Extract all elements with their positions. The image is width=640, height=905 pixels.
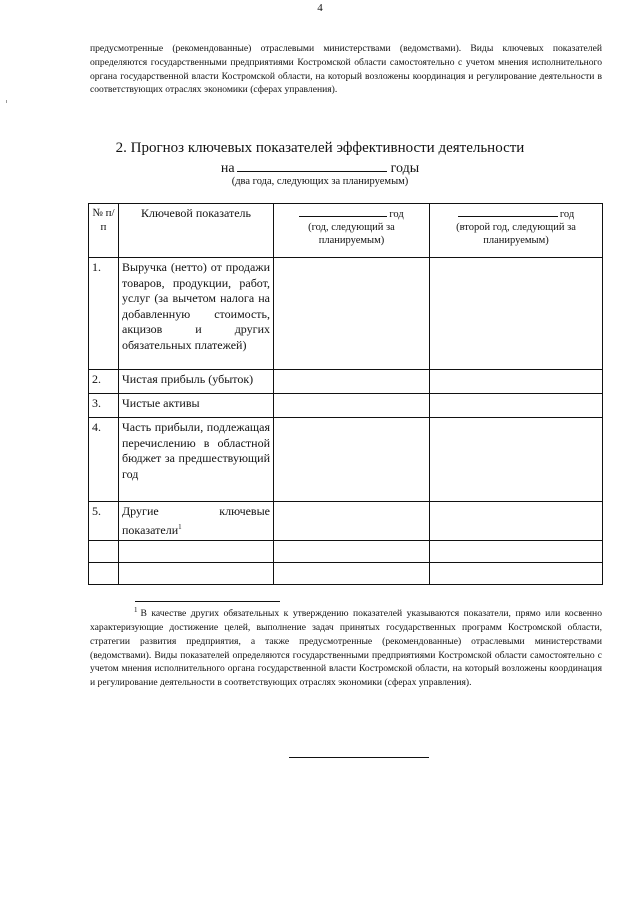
- year1-suffix: год: [389, 209, 404, 220]
- footnote-text: В качестве других обязательных к утверждению показателей указываются показатели, прямо или косвенно характеризующие достижение целей, выполнение задач принятых государственных программ Костромской области, стратегии развития предприятия, а также предусмотренные (рекомендованные) отраслевыми министерствами (ведомствами). Виды показателей определяются государственными предприятиями Костромской области самостоятельно с учетом мнения исполнительного органа государственной власти Костромской области, на который возложены координация и регулирование деятельности в соответствующих отраслях экономики (сферах управления).: [90, 608, 602, 689]
- row-year1-value: [274, 370, 430, 394]
- row-num: 5.: [89, 502, 119, 541]
- year1-blank: [299, 206, 387, 217]
- row-indicator-name: Часть прибыли, подлежащая перечислению в областной бюджет за предшествующий год: [119, 418, 274, 502]
- scan-mark: [6, 100, 7, 103]
- row-year1-value: [274, 394, 430, 418]
- footnote-mark: 1: [134, 606, 138, 614]
- header-year-1: [274, 204, 430, 258]
- table-row: [89, 370, 603, 394]
- row-year2-value: [430, 418, 603, 502]
- signature-line: [289, 757, 429, 758]
- row-num: 1.: [89, 258, 119, 370]
- empty-cell: [119, 563, 274, 585]
- table-row: [89, 258, 603, 370]
- row-indicator-name: Выручка (нетто) от продажи товаров, продукции, работ, услуг (за вычетом налога на добавленную стоимость, акцизов и других обязательных платежей): [119, 258, 274, 370]
- header-year-2: [430, 204, 603, 258]
- year1-note: (год, следующий за планируемым): [308, 222, 395, 246]
- empty-cell: [274, 563, 430, 585]
- row-year1-value: [274, 258, 430, 370]
- empty-cell: [274, 541, 430, 563]
- row-year1-value: [274, 418, 430, 502]
- table-row: [89, 502, 603, 541]
- period-note: (два года, следующих за планируемым): [231, 176, 409, 187]
- year2-suffix: год: [559, 209, 575, 220]
- footnote-separator: [135, 601, 280, 602]
- period-blank: [237, 159, 387, 172]
- row-indicator-name: [119, 502, 274, 541]
- row-num: 2.: [89, 370, 119, 394]
- row-indicator-text: Другие ключевые показатели: [122, 504, 270, 537]
- row-year2-value: [430, 258, 603, 370]
- period-prefix: на: [220, 161, 235, 176]
- empty-cell: [89, 563, 119, 585]
- footnote: [90, 604, 602, 690]
- row-indicator-name: Чистая прибыль (убыток): [119, 370, 274, 394]
- row-year2-value: [430, 394, 603, 418]
- forecast-period-line: [0, 159, 640, 177]
- table-row-empty: [89, 541, 603, 563]
- table-row: [89, 394, 603, 418]
- row-indicator-name: Чистые активы: [119, 394, 274, 418]
- row-num: 3.: [89, 394, 119, 418]
- year2-blank: [458, 206, 558, 217]
- table-row-empty: [89, 563, 603, 585]
- year2-note: (второй год, следующий за планируемым): [456, 222, 576, 246]
- empty-cell: [89, 541, 119, 563]
- row-year1-value: [274, 502, 430, 541]
- header-key-indicator: Ключевой показатель: [119, 204, 274, 258]
- period-suffix: годы: [390, 161, 420, 176]
- row-num: 4.: [89, 418, 119, 502]
- empty-cell: [430, 541, 603, 563]
- table-header-row: [89, 204, 603, 258]
- empty-cell: [430, 563, 603, 585]
- row-year2-value: [430, 502, 603, 541]
- header-num: № п/п: [89, 204, 119, 258]
- intro-paragraph: предусмотренные (рекомендованные) отраслевыми министерствами (ведомствами). Виды ключевых показателей определяются государственными предприятиями Костромской области самостоятельно с учетом мнения исполнительного органа государственной власти Костромской области, на который возложены координация и регулирование деятельности в соответствующих отраслях экономики (сферах управления).: [90, 43, 602, 96]
- page-number: 4: [317, 2, 323, 14]
- section-title: 2. Прогноз ключевых показателей эффективности деятельности: [115, 140, 525, 156]
- kpi-forecast-table: [88, 203, 603, 585]
- empty-cell: [119, 541, 274, 563]
- footnote-ref: 1: [178, 522, 182, 531]
- table-row: [89, 418, 603, 502]
- row-year2-value: [430, 370, 603, 394]
